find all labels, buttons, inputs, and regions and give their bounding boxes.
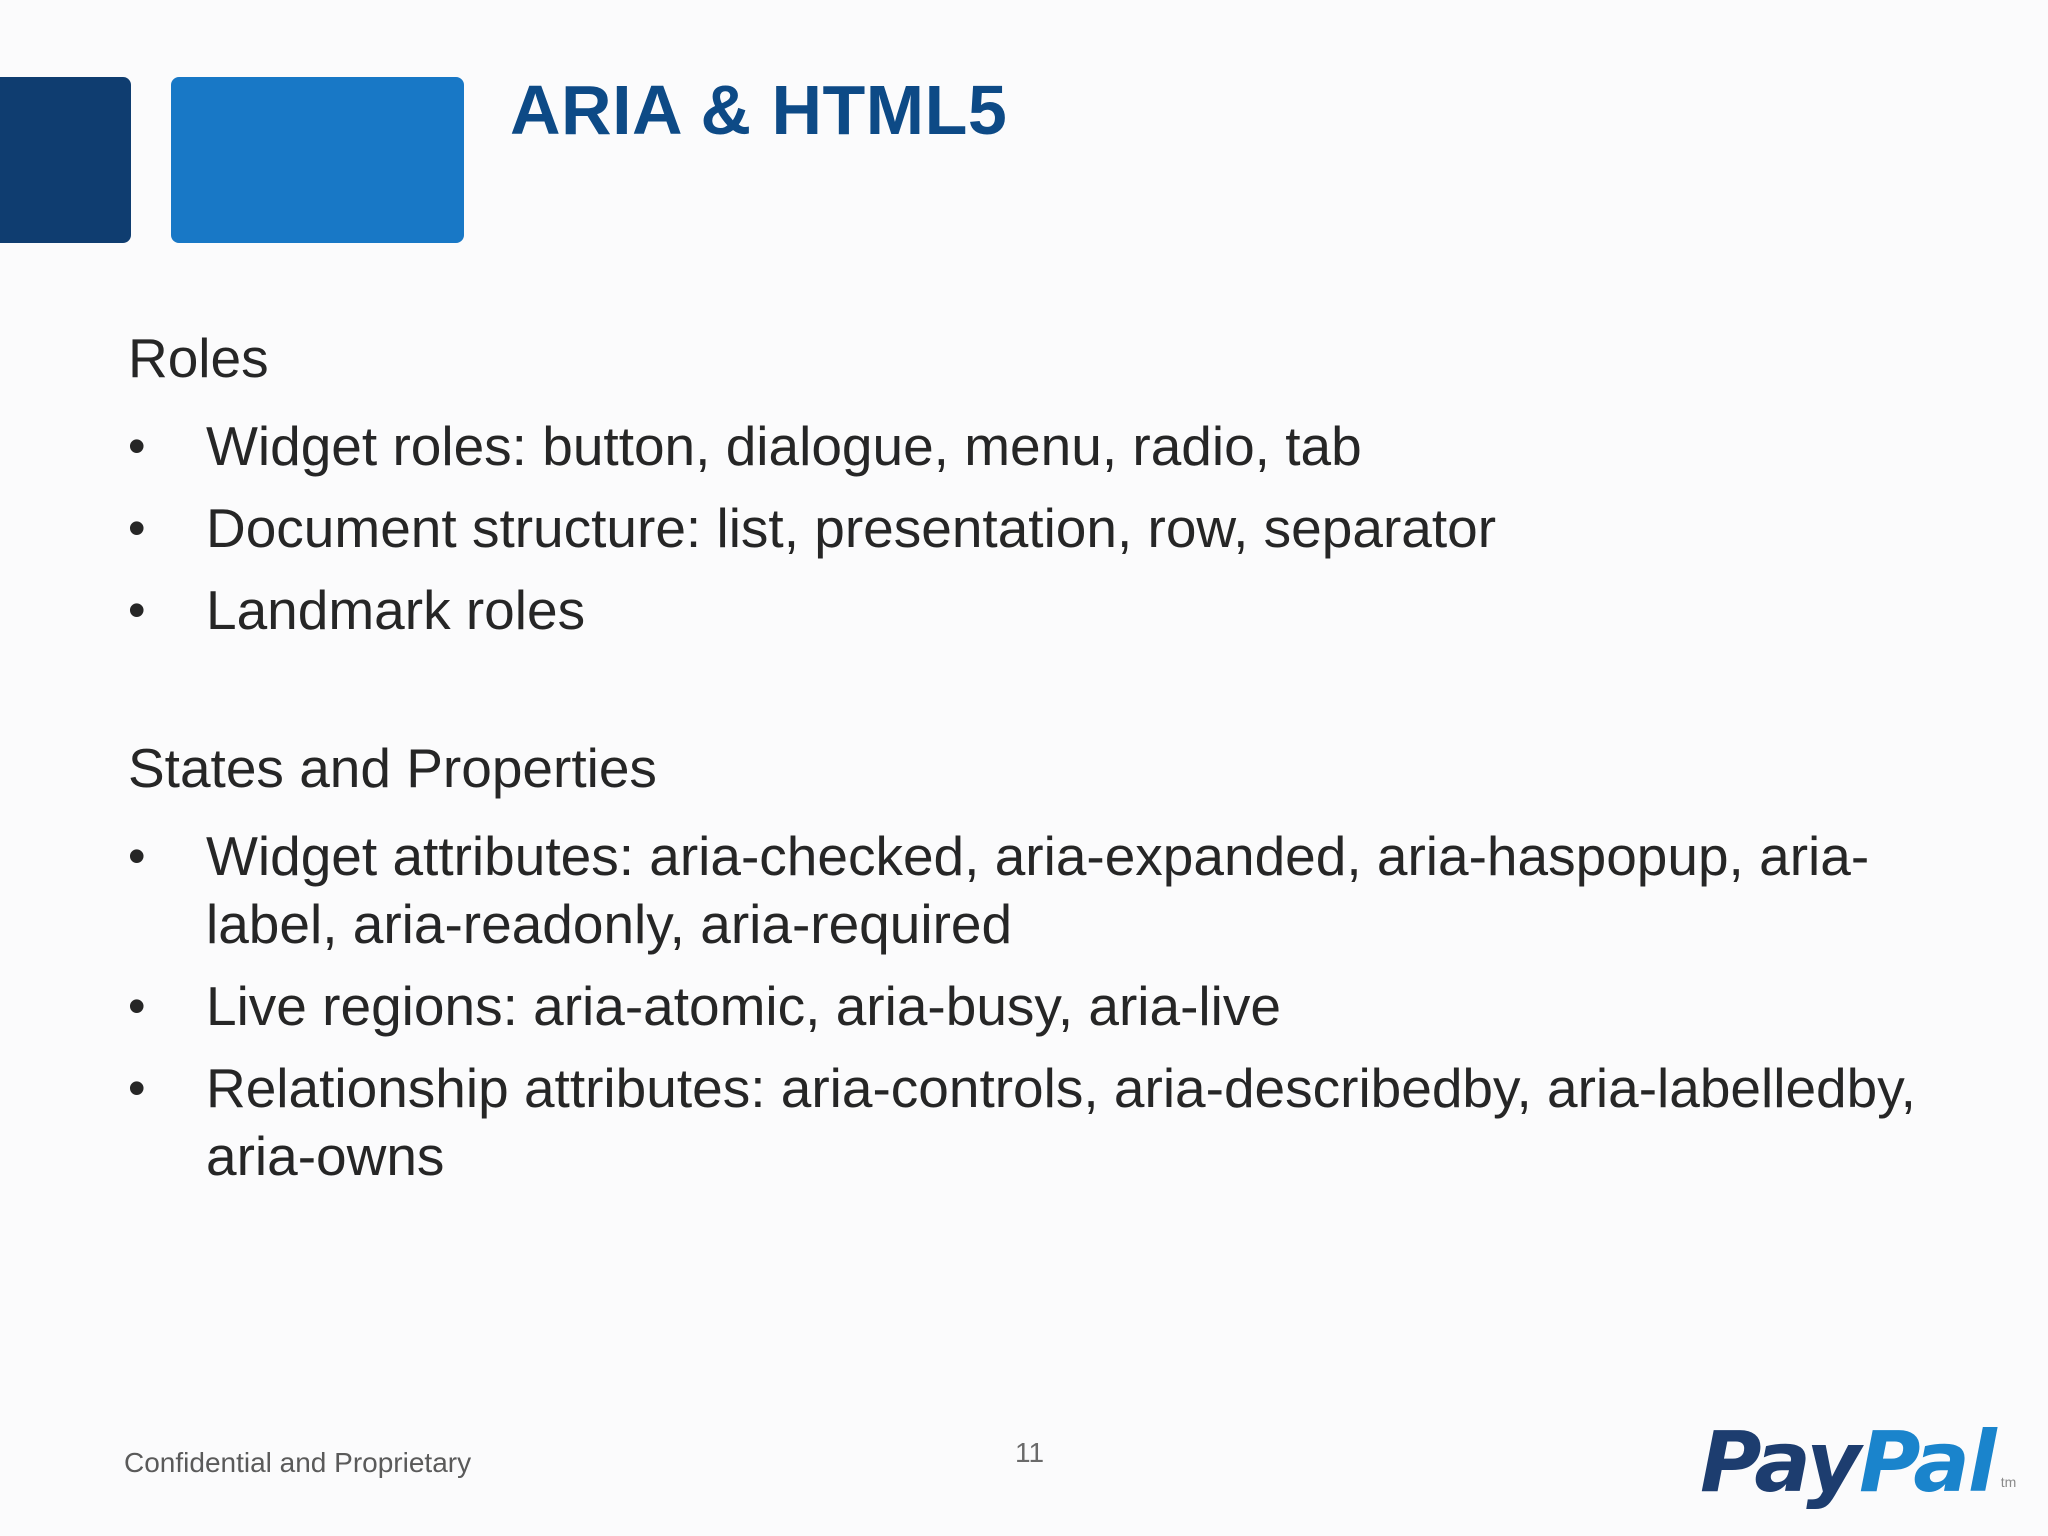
list-item <box>128 412 1948 480</box>
logo-part-pal: Pal <box>1859 1413 1995 1511</box>
section-heading-roles: Roles <box>128 327 269 389</box>
list-item <box>128 576 1948 644</box>
bullet-icon: • <box>128 828 146 884</box>
logo-trademark: tm <box>2000 1474 2017 1490</box>
list-item <box>128 1054 1948 1190</box>
footer-confidential: Confidential and Proprietary <box>124 1447 472 1478</box>
paypal-logo <box>1700 1412 2017 1512</box>
list-item <box>128 494 1948 562</box>
header-decor-block-dark <box>0 77 131 243</box>
states-properties-list <box>128 822 1948 1190</box>
list-item-text: Relationship attributes: aria-controls, aria-describedby, aria-labelledby, aria-owns <box>206 1057 1916 1187</box>
list-item-text: Widget attributes: aria-checked, aria-expanded, aria-haspopup, aria-label, aria-readonly, aria-required <box>206 825 1870 955</box>
slide-content <box>128 318 1948 1190</box>
list-item <box>128 972 1948 1040</box>
slide-title: ARIA & HTML5 <box>510 71 1008 149</box>
list-item-text: Live regions: aria-atomic, aria-busy, aria-live <box>206 975 1281 1037</box>
header-decor-block-light <box>171 77 464 243</box>
bullet-icon: • <box>128 978 146 1034</box>
list-item-text: Document structure: list, presentation, row, separator <box>206 497 1497 559</box>
bullet-icon: • <box>128 1060 146 1116</box>
list-item <box>128 822 1948 958</box>
bullet-icon: • <box>128 500 146 556</box>
section-spacer <box>128 644 1948 728</box>
page-number: 11 <box>1015 1437 1045 1468</box>
bullet-icon: • <box>128 582 146 638</box>
bullet-icon: • <box>128 418 146 474</box>
list-item-text: Widget roles: button, dialogue, menu, radio, tab <box>206 415 1362 477</box>
list-item-text: Landmark roles <box>206 579 586 641</box>
roles-list <box>128 412 1948 644</box>
logo-part-pay: Pay <box>1700 1413 1860 1511</box>
section-heading-states-properties: States and Properties <box>128 737 657 799</box>
